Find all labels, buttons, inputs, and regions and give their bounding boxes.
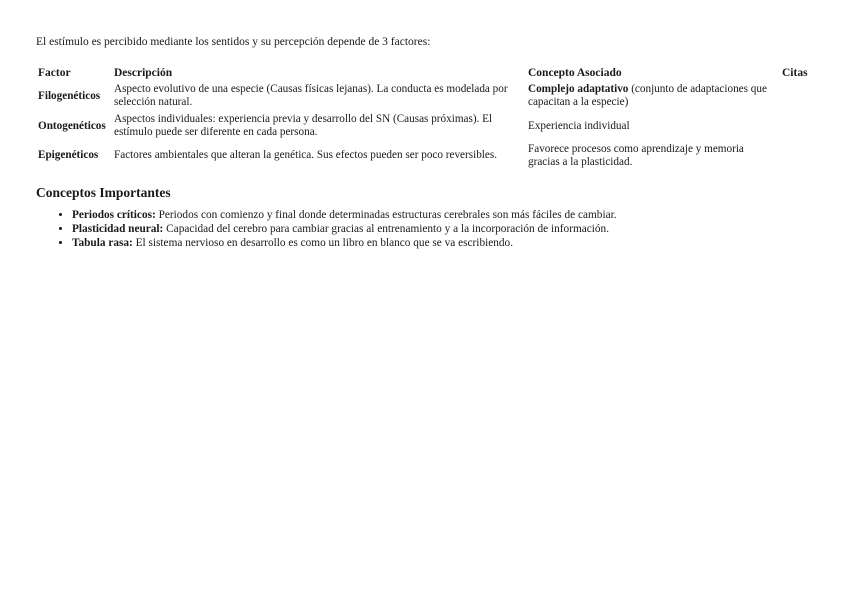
concept-term: Plasticidad neural: [72, 223, 164, 236]
list-item [72, 237, 826, 250]
concept-text: Favorece procesos como aprendizaje y memoria gracias a la plasticidad. [528, 142, 744, 168]
description-cell: Factores ambientales que alteran la genética. Sus efectos pueden ser poco reversibles. [114, 149, 498, 162]
concept-term: Tabula rasa: [72, 237, 133, 250]
concept-bold-text: Complejo adaptativo [528, 83, 629, 96]
factor-cell: Ontogenéticos [38, 119, 106, 132]
factors-table [36, 64, 811, 171]
citas-cell [780, 112, 811, 142]
concept-cell [526, 82, 780, 112]
intro-paragraph: El estímulo es percibido mediante los sentidos y su percepción depende de 3 factores: [36, 36, 431, 48]
list-item [72, 223, 826, 236]
description-cell: Aspecto evolutivo de una especie (Causas físicas lejanas). La conducta es modelada por selección natural. [114, 83, 508, 109]
table-row [36, 82, 811, 112]
header-concepto: Concepto Asociado [528, 67, 622, 80]
header-citas: Citas [782, 67, 808, 80]
section-title: Conceptos Importantes [36, 184, 171, 200]
document-page [36, 36, 826, 251]
citas-cell [780, 82, 811, 112]
concept-text: (conjunto de adaptaciones que capacitan a la especie) [528, 83, 767, 109]
concept-definition: Periodos con comienzo y final donde determinadas estructuras cerebrales son más fáciles de cambiar. [155, 209, 617, 222]
table-header-row [36, 64, 811, 82]
description-cell: Aspectos individuales: experiencia previa y desarrollo del SN (Causas próximas). El estímulo puede ser diferente en cada persona. [114, 113, 493, 139]
concept-text: Experiencia individual [528, 119, 630, 132]
table-row [36, 112, 811, 142]
citas-cell [780, 142, 811, 172]
concept-cell [526, 142, 780, 172]
concept-definition: El sistema nervioso en desarrollo es como un libro en blanco que se va escribiendo. [132, 237, 514, 250]
concepts-list [36, 209, 826, 250]
concept-definition: Capacidad del cerebro para cambiar gracias al entrenamiento y a la incorporación de información. [163, 223, 610, 236]
concept-cell [526, 112, 780, 142]
table-row [36, 142, 811, 172]
concept-term: Periodos críticos: [72, 209, 156, 222]
header-factor: Factor [38, 67, 71, 80]
list-item [72, 209, 826, 222]
factor-cell: Epigenéticos [38, 149, 99, 162]
header-descripcion: Descripción [114, 67, 173, 80]
factor-cell: Filogenéticos [38, 89, 101, 102]
